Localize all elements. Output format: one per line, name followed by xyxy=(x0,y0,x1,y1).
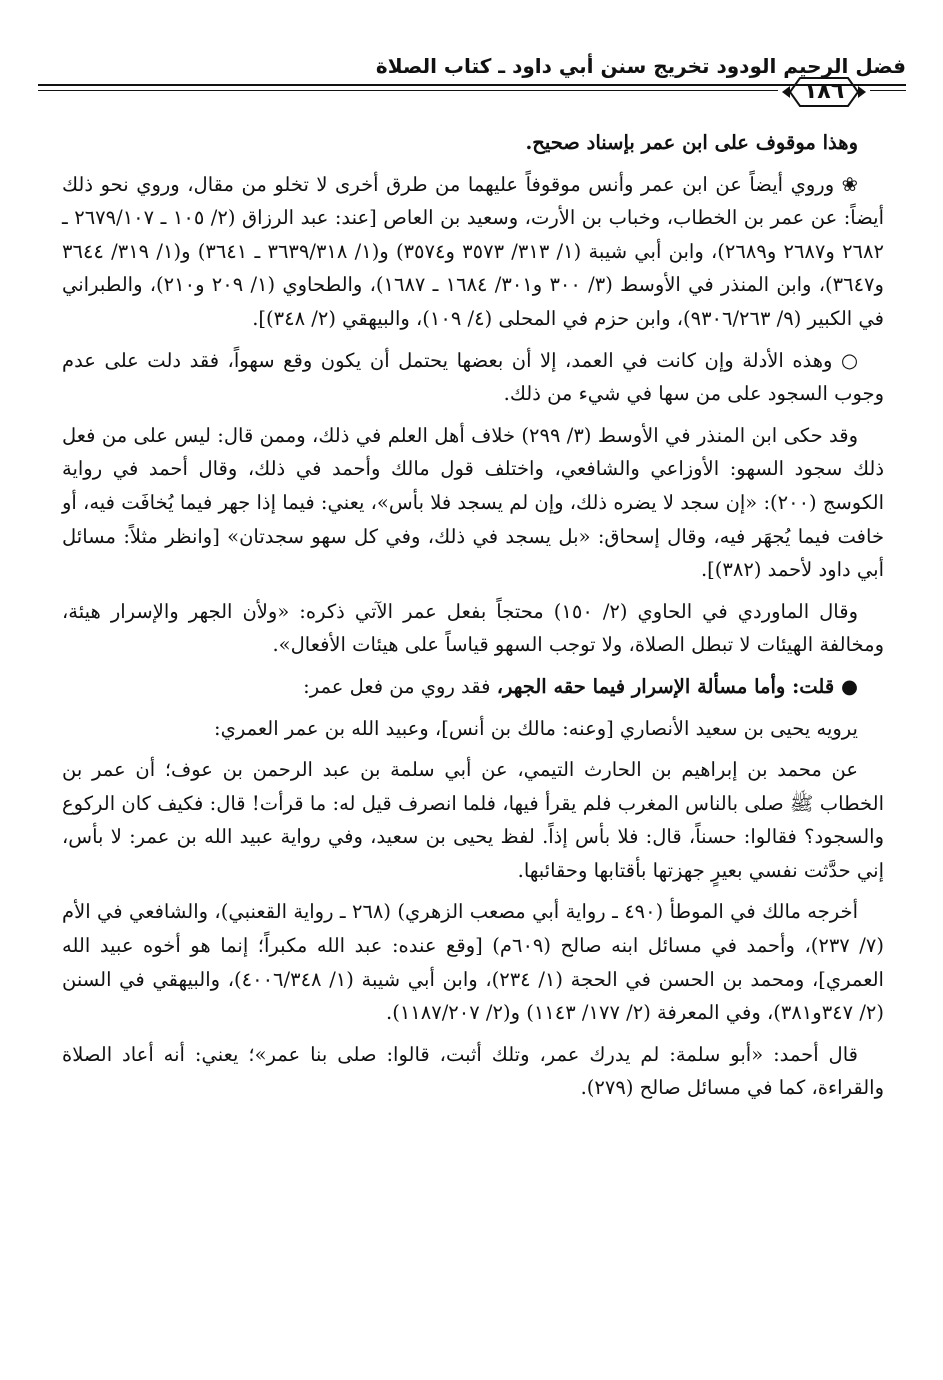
paragraph-question xyxy=(62,670,884,704)
paragraph-question-text: فقد روي من فعل عمر: xyxy=(303,674,497,698)
page-number: ١٨٦ xyxy=(803,79,845,104)
paragraph-ahmad-saying: قال أحمد: «أبو سلمة: لم يدرك عمر، وتلك أثبت، قالوا: صلى بنا عمر»؛ يعني: أنه أعاد الصلاة والقراءة، كما في مسائل صالح (٢٧٩). xyxy=(62,1042,884,1100)
paragraph-ibn-almundhir: وقد حكى ابن المنذر في الأوسط (٣/ ٢٩٩) خلاف أهل العلم في ذلك، وممن قال: ليس على من فعل ذلك سجود السهو: الأوزاعي والشافعي، واختلف قول مالك وأحمد في ذلك، وقال أحمد في رواية الكوسج (٢٠٠): «إن سجد لا يضره ذلك، وإن لم يسجد فلا بأس»، يعني: فيما إذا جهر فيما يُخافَت فيه، أو خافت فيما يُجهَر فيه، وقال إسحاق: «بل يسجد في ذلك، وفي كل سهو سجدتان» [وانظر مثلاً: مسائل أبي داود لأحمد (٣٨٢)]. xyxy=(62,423,884,582)
header-rule-right xyxy=(870,90,906,91)
paragraph-takhrij: أخرجه مالك في الموطأ (٤٩٠ ـ رواية أبي مصعب الزهري) (٢٦٨ ـ رواية القعنبي)، والشافعي في الأم (٧/ ٢٣٧)، وأحمد في مسائل ابنه صالح (٦٠٩م) [وقع عنده: عبد الله مكبراً؛ إنما هو أخوه عبيد الله العمري]، ومحمد بن الحسن في الحجة (١/ ٢٣٤)، وابن أبي شيبة (١/ ٤٠٠٦/٣٤٨)، والبيهقي في السنن (٢/ ٣٤٧و٣٨١)، وفي المعرفة (٢/ ١٧٧/ ١١٤٣) و(٢/ ١١٨٧/٢٠٧). xyxy=(62,900,884,1025)
paragraph-other-narrations: ❀ وروي أيضاً عن ابن عمر وأنس موقوفاً عليهما من طرق أخرى لا تخلو من مقال، وروي نحو ذلك أيضاً: عن عمر بن الخطاب، وخباب بن الأرت، وسعيد بن العاص [عند: عبد الرزاق (٢/ ١٠٥ ـ ٢٦٧٩/١٠٧ ـ ٢٦٨٢ و٢٦٨٧ و٢٦٨٩)، وابن أبي شيبة (١/ ٣١٣/ ٣٥٧٣ و٣٥٧٤) و(١/ ٣٦٣٩/٣١٨ ـ ٣٦٤١) و(١/ ٣١٩/ ٣٦٤٤ و٣٦٤٧)، وابن المنذر في الأوسط (٣/ ٣٠٠ و٣٠١/ ١٦٨٤ ـ ١٦٨٧)، والطحاوي (١/ ٢٠٩ و٢١٠)، والطبراني في الكبير (٩/ ٩٣٠٦/٢٦٣)، وابن حزم في المحلى (٤/ ١٠٩)، والبيهقي (٢/ ٣٤٨)]. xyxy=(62,172,884,330)
paragraph-conclusion: وهذا موقوف على ابن عمر بإسناد صحيح. xyxy=(525,131,858,154)
header-rule-top xyxy=(38,84,906,86)
page-header xyxy=(38,50,906,110)
body-text xyxy=(62,126,884,1113)
running-title: فضل الرحيم الودود تخريج سنن أبي داود ـ كتاب الصلاة xyxy=(375,54,906,78)
paragraph-narrators: يرويه يحيى بن سعيد الأنصاري [وعنه: مالك بن أنس]، وعبيد الله بن عمر العمري: xyxy=(214,716,858,740)
paragraph-hadith: عن محمد بن إبراهيم بن الحارث التيمي، عن أبي سلمة بن عبد الرحمن بن عوف؛ أن عمر بن الخطاب ﷺ صلى بالناس المغرب فلم يقرأ فيها، فلما انصرف قيل له: ما قرأت! قال: فكيف كان الركوع والسجود؟ فقالوا: حسناً، قال: فلا بأس إذاً. لفظ يحيى بن سعيد، وفي رواية عبيد الله بن عمر: لا بأس، إني حدَّثت نفسي بعيرٍ جهزتها بأقتابها وحقائبها. xyxy=(62,758,884,882)
paragraph-question-lead: ● قلت: وأما مسألة الإسرار فيما حقه الجهر، xyxy=(496,674,858,698)
paragraph-evidence-note: ○ وهذه الأدلة وإن كانت في العمد، إلا أن بعضها يحتمل أن يكون وقع سهواً، فقد دلت على عدم وجوب السجود على من سها في شيء من ذلك. xyxy=(62,348,884,406)
page-number-frame xyxy=(782,74,866,110)
header-rule-bottom xyxy=(38,90,778,91)
paragraph-mawardi: وقال الماوردي في الحاوي (٢/ ١٥٠) محتجاً بفعل عمر الآتي ذكره: «ولأن الجهر والإسرار هيئة، ومخالفة الهيئات لا تبطل الصلاة، ولا توجب السهو قياساً على هيئات الأفعال». xyxy=(62,599,884,657)
